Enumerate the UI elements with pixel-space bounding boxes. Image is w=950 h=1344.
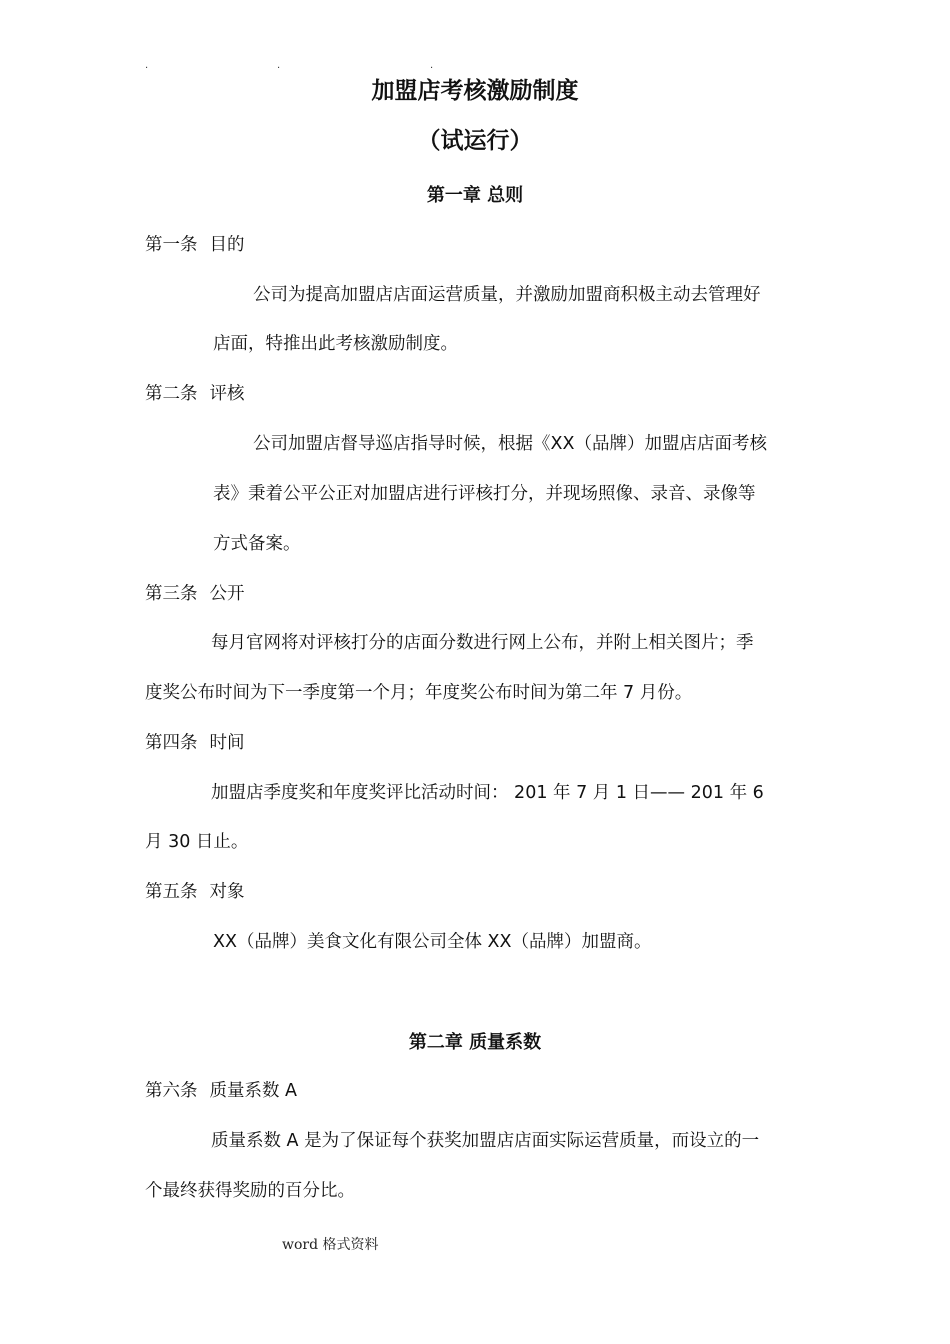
header-dot: . bbox=[145, 60, 149, 71]
article-heading bbox=[145, 231, 245, 256]
article-number: 第三条 bbox=[145, 584, 198, 604]
article-name: 公开 bbox=[209, 584, 245, 604]
paragraph-line: 方式备案。 bbox=[213, 534, 301, 554]
paragraph-line: 度奖公布时间为下一季度第一个月；年度奖公布时间为第二年 7 月份。 bbox=[145, 683, 693, 703]
chapter-heading: 第一章 总则 bbox=[426, 185, 524, 206]
paragraph-line: 质量系数 A 是为了保证每个获奖加盟店店面实际运营质量，而设立的一 bbox=[211, 1131, 760, 1151]
article-name: 评核 bbox=[209, 384, 245, 404]
paragraph-line: 店面，特推出此考核激励制度。 bbox=[213, 334, 458, 354]
article-heading bbox=[145, 878, 245, 903]
article-heading bbox=[145, 729, 245, 754]
paragraph-line: 每月官网将对评核打分的店面分数进行网上公布，并附上相关图片；季 bbox=[211, 633, 754, 653]
article-name: 质量系数 A bbox=[209, 1081, 298, 1101]
article-number: 第六条 bbox=[145, 1081, 198, 1101]
article-number: 第二条 bbox=[145, 384, 198, 404]
header-dot: . bbox=[277, 60, 281, 71]
article-number: 第五条 bbox=[145, 882, 198, 902]
article-heading bbox=[145, 580, 245, 605]
paragraph-line: 公司为提高加盟店店面运营质量，并激励加盟商积极主动去管理好 bbox=[253, 285, 761, 305]
article-name: 对象 bbox=[209, 882, 245, 902]
article-heading bbox=[145, 380, 245, 405]
article-name: 目的 bbox=[209, 235, 245, 255]
article-number: 第四条 bbox=[145, 733, 198, 753]
document-title: 加盟店考核激励制度 bbox=[371, 78, 579, 104]
header-dot: . bbox=[430, 60, 434, 71]
paragraph-line: 表》秉着公平公正对加盟店进行评核打分，并现场照像、录音、录像等 bbox=[213, 484, 756, 504]
chapter-heading: 第二章 质量系数 bbox=[408, 1032, 542, 1053]
article-name: 时间 bbox=[209, 733, 245, 753]
header-marks bbox=[0, 60, 950, 72]
page-footer: word 格式资料 bbox=[282, 1237, 379, 1253]
document-subtitle: （试运行） bbox=[417, 128, 533, 154]
paragraph-line: 月 30 日止。 bbox=[145, 832, 249, 852]
paragraph-line: 个最终获得奖励的百分比。 bbox=[145, 1181, 355, 1201]
paragraph-line: XX（品牌）美食文化有限公司全体 XX（品牌）加盟商。 bbox=[213, 932, 652, 952]
article-number: 第一条 bbox=[145, 235, 198, 255]
paragraph-line: 公司加盟店督导巡店指导时候，根据《XX（品牌）加盟店店面考核 bbox=[253, 434, 767, 454]
paragraph-line: 加盟店季度奖和年度奖评比活动时间： 201 年 7 月 1 日—— 201 年 6 bbox=[211, 783, 764, 803]
article-heading bbox=[145, 1077, 297, 1102]
